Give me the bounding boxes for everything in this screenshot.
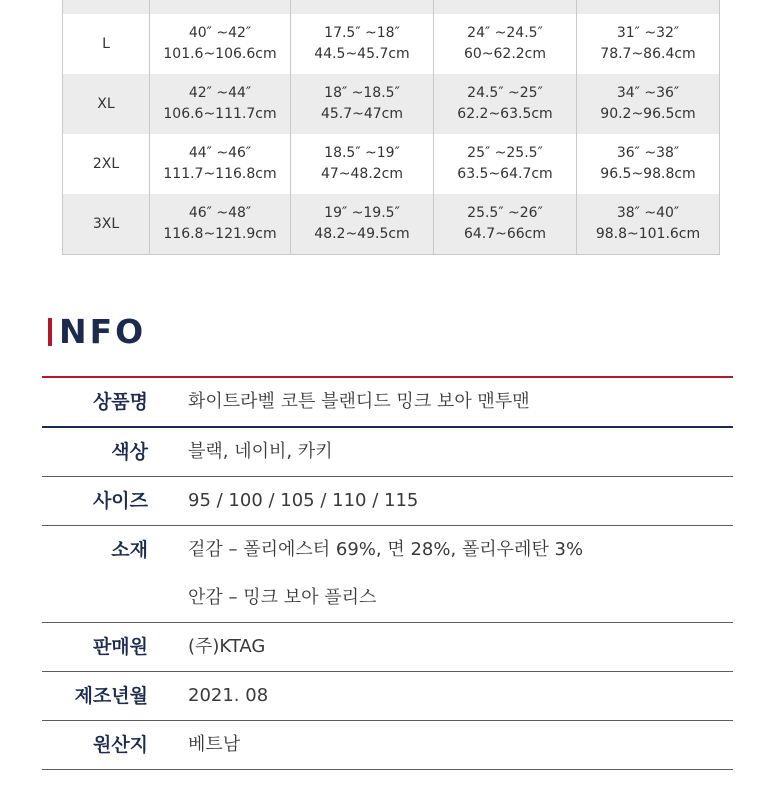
- info-label: 원산지: [92, 734, 148, 756]
- info-value: 베트남: [188, 734, 241, 755]
- info-label: 색상: [111, 441, 148, 463]
- info-row-product-name: [42, 377, 733, 427]
- info-row-color: [42, 427, 733, 477]
- info-row-manufacture-date: [42, 672, 733, 721]
- size-label: [63, 0, 150, 14]
- chest-cell: [150, 0, 291, 14]
- sleeve-cell: [434, 0, 577, 14]
- chest-cell: 42″ ~44″ 106.6~111.7cm: [150, 74, 291, 134]
- sleeve-cell: 25.5″ ~26″ 64.7~66cm: [434, 194, 577, 255]
- chest-cell: 44″ ~46″ 111.7~116.8cm: [150, 134, 291, 194]
- info-row-origin: [42, 721, 733, 770]
- info-row-material: [42, 526, 733, 623]
- size-label: XL: [63, 74, 150, 134]
- sleeve-cell: 24″ ~24.5″ 60~62.2cm: [434, 14, 577, 74]
- shoulder-cell: [291, 0, 434, 14]
- length-cell: 31″ ~32″ 78.7~86.4cm: [577, 14, 720, 74]
- size-row: [63, 14, 720, 74]
- info-row-size: [42, 477, 733, 526]
- shoulder-cell: 17.5″ ~18″ 44.5~45.7cm: [291, 14, 434, 74]
- length-cell: 38″ ~40″ 98.8~101.6cm: [577, 194, 720, 255]
- product-info-table: [42, 376, 733, 770]
- info-label: 소재: [111, 539, 148, 561]
- shoulder-cell: 18″ ~18.5″ 45.7~47cm: [291, 74, 434, 134]
- size-row: [63, 0, 720, 14]
- length-cell: 34″ ~36″ 90.2~96.5cm: [577, 74, 720, 134]
- info-row-seller: [42, 623, 733, 672]
- size-label: 2XL: [92, 155, 120, 172]
- info-label: 상품명: [92, 391, 148, 413]
- size-row: [63, 194, 720, 255]
- info-value: 95 / 100 / 105 / 110 / 115: [188, 490, 419, 511]
- info-value: (주)KTAG: [188, 636, 266, 657]
- shoulder-cell: 18.5″ ~19″ 47~48.2cm: [291, 134, 434, 194]
- info-value: 2021. 08: [188, 685, 269, 706]
- size-label: 3XL: [63, 194, 150, 255]
- info-heading: [48, 311, 146, 353]
- info-value: 블랙, 네이비, 카키: [188, 441, 333, 462]
- info-value: 화이트라벨 코튼 블랜디드 밍크 보아 맨투맨: [188, 391, 530, 412]
- info-accent-bar: [48, 318, 52, 346]
- info-label: 제조년월: [74, 685, 148, 707]
- size-row: [63, 134, 720, 194]
- size-table: [62, 0, 720, 255]
- info-value: 겉감 – 폴리에스터 69%, 면 28%, 폴리우레탄 3% 안감 – 밍크 보아 플리스: [188, 539, 584, 608]
- info-heading-text: NFO: [59, 312, 147, 351]
- length-cell: [577, 0, 720, 14]
- size-row: [63, 74, 720, 134]
- info-label: 사이즈: [92, 490, 148, 512]
- sleeve-cell: 24.5″ ~25″ 62.2~63.5cm: [434, 74, 577, 134]
- info-label: 판매원: [92, 636, 148, 658]
- sleeve-cell: 25″ ~25.5″ 63.5~64.7cm: [434, 134, 577, 194]
- length-cell: 36″ ~38″ 96.5~98.8cm: [577, 134, 720, 194]
- shoulder-cell: 19″ ~19.5″ 48.2~49.5cm: [291, 194, 434, 255]
- size-label: L: [102, 35, 110, 52]
- chest-cell: 40″ ~42″ 101.6~106.6cm: [150, 14, 291, 74]
- chest-cell: 46″ ~48″ 116.8~121.9cm: [150, 194, 291, 255]
